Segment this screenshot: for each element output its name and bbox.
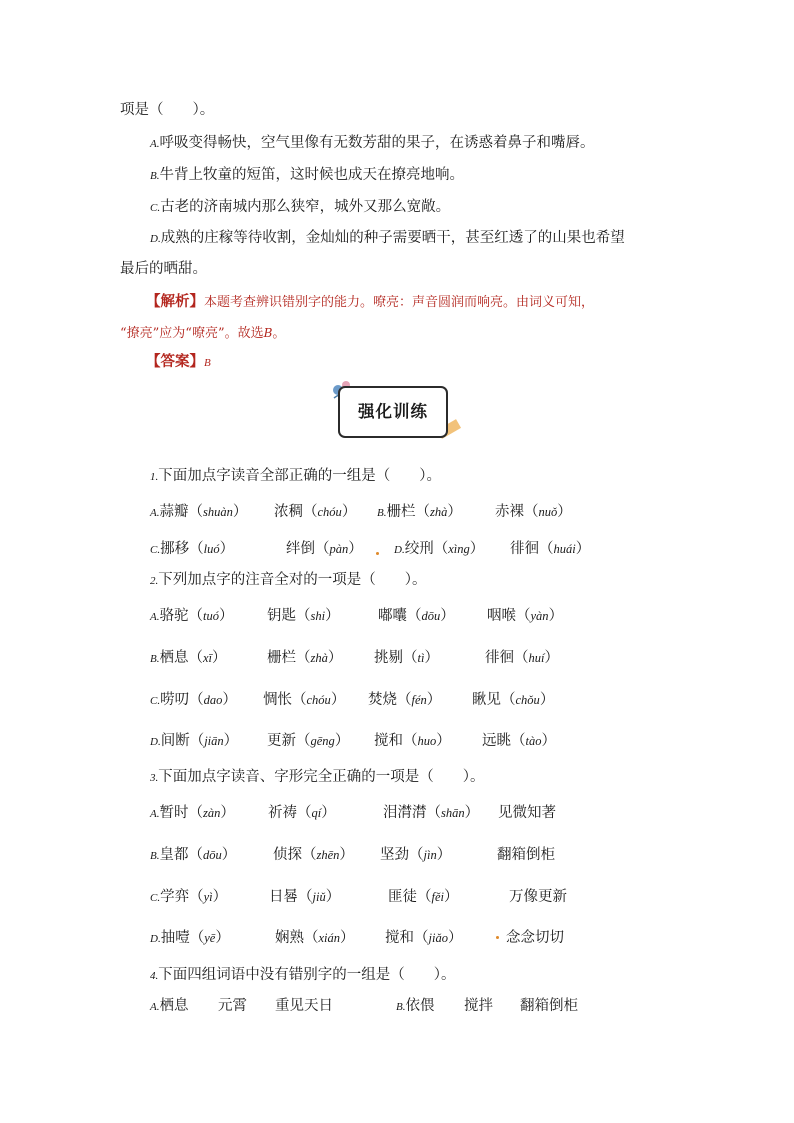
prev-stem-tail: 项是（ ）。 [120,102,215,118]
option-text: 呼吸变得畅快，空气里像有无数芳甜的果子，在诱惑着鼻子和嘴唇。 [159,135,595,151]
option-label: D. [150,233,161,245]
question-text: 下面四组词语中没有错别字的一组是（ ）。 [158,967,456,983]
option-label: A. [150,138,160,150]
question-text: 下面加点字读音、字形完全正确的一项是（ ）。 [158,769,485,785]
question-number: 3. [150,772,159,784]
q4-stem [150,965,456,986]
prev-option-d [150,228,625,249]
analysis-tag: 【解析】 [146,294,204,310]
option-text: 成熟的庄稼等待收割，金灿灿的种子需要晒干，甚至红透了的山果也希望 [160,230,625,246]
option-text: 古老的济南城内那么狭窄，城外又那么宽敞。 [160,199,451,215]
q1-option-a: A.蒜瓣（shuàn） [150,504,248,520]
q1-option-d-2: 徘徊（huái） [510,541,591,557]
analysis-line-2 [120,323,285,344]
question-number: 1. [150,471,159,483]
prev-option-d-cont: 最后的晒甜。 [120,261,207,277]
question-text: 下列加点字的注音全对的一项是（ ）。 [158,572,427,588]
q1-option-b: B.栅栏（zhà） [377,504,462,520]
prev-option-a [150,133,594,154]
analysis-line-1 [146,292,594,313]
analysis-text-2: “撩亮”应为“嘹亮”。故选 [120,326,264,341]
option-label: C. [150,202,161,214]
emphasis-dot [376,552,379,555]
q2-stem [150,570,427,591]
answer-value: B [204,357,211,369]
section-title: 强化训练 [358,402,428,421]
answer-tag: 【答案】 [146,354,204,370]
q1-option-c-2: 绊倒（pàn） [286,541,363,557]
q1-option-d: D.绞刑（xìng） [394,541,485,557]
question-number: 4. [150,970,159,982]
option-label: B. [150,170,160,182]
q1-option-c: C.挪移（luó） [150,541,235,557]
analysis-text: 本题考查辨识错别字的能力。嘹亮：声音圆润而响亮。由词义可知， [204,295,595,310]
q3-stem [150,767,485,788]
answer-line [146,352,211,373]
analysis-choice: B [263,326,273,340]
question-text: 下面加点字读音全部正确的一组是（ ）。 [158,468,441,484]
analysis-end: 。 [272,326,286,341]
question-number: 2. [150,575,159,587]
emphasis-dot [496,936,499,939]
q1-stem [150,466,441,487]
prev-option-b [150,165,464,186]
q1-option-a-2: 浓稠（chóu） [274,504,357,520]
option-text: 牛背上牧童的短笛，这时候也成天在撩亮地响。 [159,167,464,183]
section-title-box [338,386,448,438]
q1-option-b-2: 赤裸（nuǒ） [495,504,572,520]
prev-option-c [150,197,450,218]
